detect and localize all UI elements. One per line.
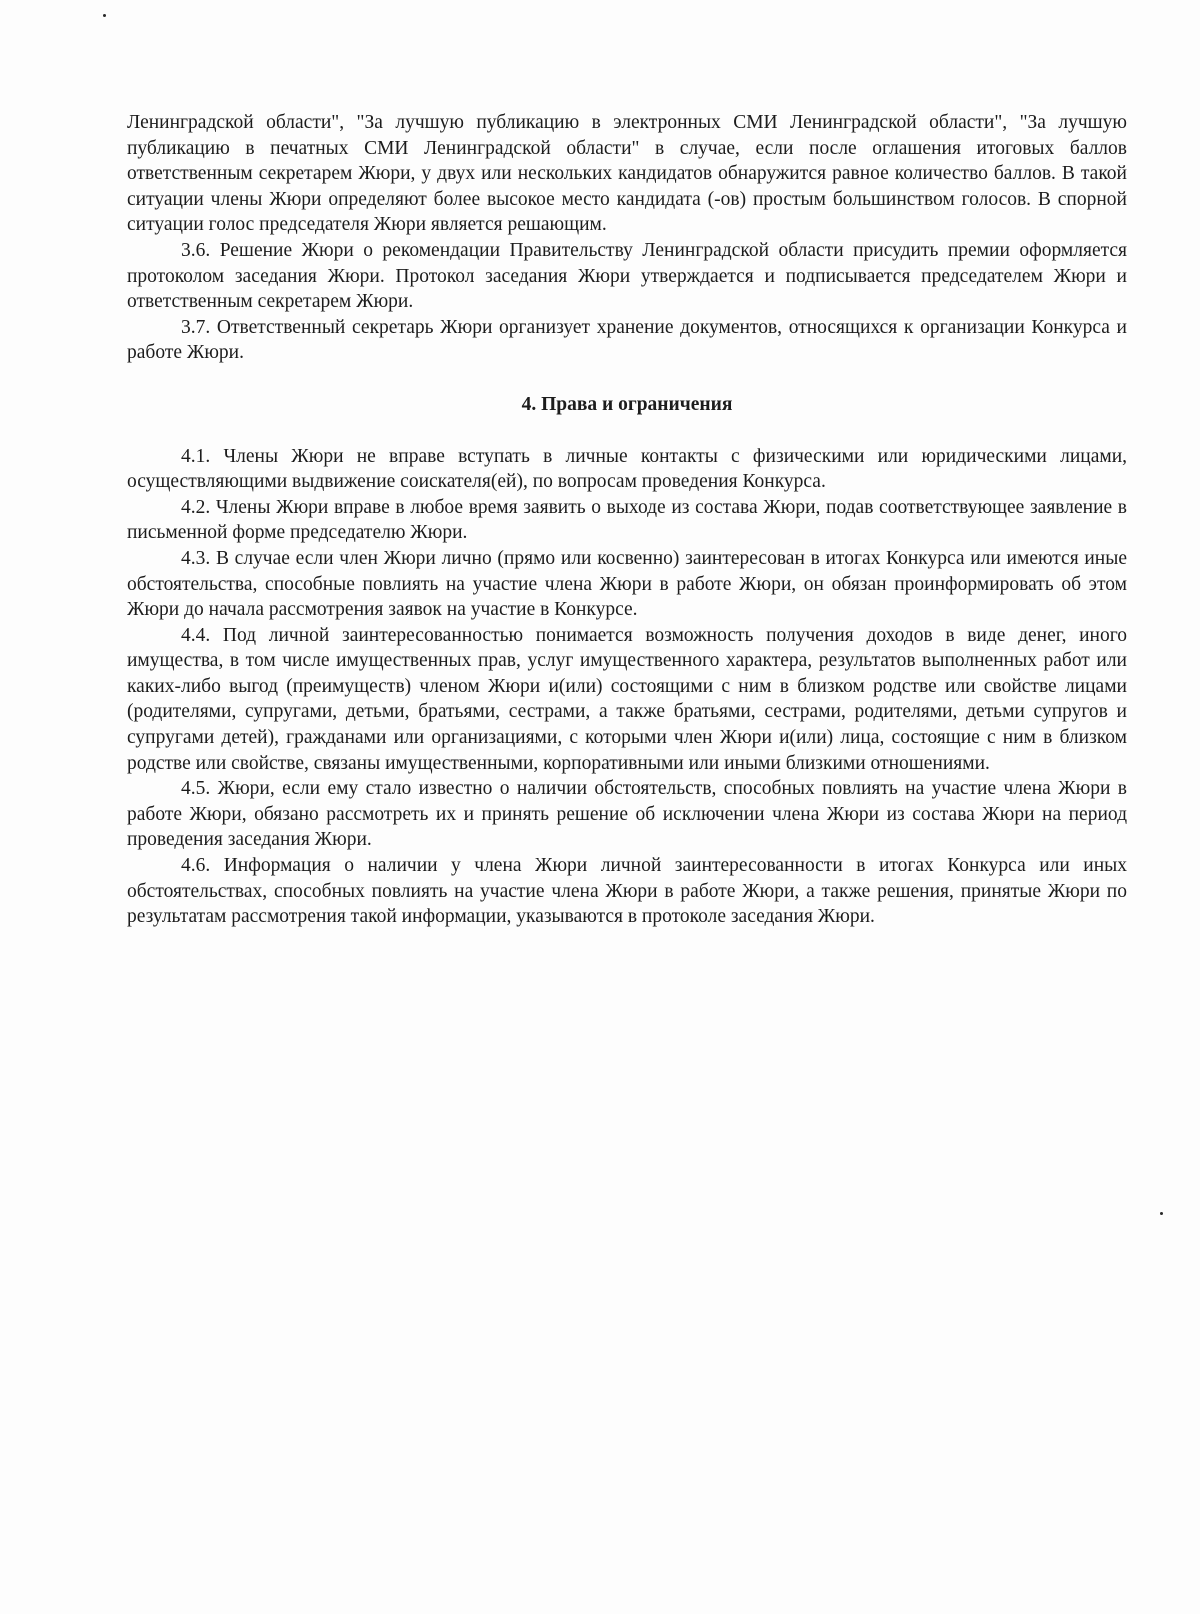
paragraph-continuation: Ленинградской области", "За лучшую публикацию в электронных СМИ Ленинградской области", "За лучшую публикацию в печатных СМИ Ленинградской области" в случае, если после оглашения итоговых баллов ответственным секретарем Жюри, у двух или нескольких кандидатов обнаружится равное количество баллов. В такой ситуации члены Жюри определяют более высокое место кандидата (-ов) простым большинством голосов. В спорной ситуации голос председателя Жюри является решающим. [127,112,1127,236]
document-body [127,110,1127,930]
scan-speck [103,14,106,17]
paragraph-4-4: 4.4. Под личной заинтересованностью понимается возможность получения доходов в виде денег, иного имущества, в том числе имущественных прав, услуг имущественного характера, результатов выполненных работ или каких-либо выгод (преимуществ) членом Жюри и(или) состоящими с ним в близком родстве или свойстве лицами (родителями, супругами, детьми, братьями, сестрами, а также братьями, сестрами, родителями, детьми супругов и супругами детей), гражданами или организациями, с которыми член Жюри и(или) лица, состоящие с ним в близком родстве или свойстве, связаны имущественными, корпоративными или иными близкими отношениями. [127,624,1127,774]
paragraph-4-2: 4.2. Члены Жюри вправе в любое время заявить о выходе из состава Жюри, подав соответствующее заявление в письменной форме председателю Жюри. [127,496,1127,544]
paragraph-4-6: 4.6. Информация о наличии у члена Жюри личной заинтересованности в итогах Конкурса или иных обстоятельствах, способных повлиять на участие члена Жюри в работе Жюри, а также решения, принятые Жюри по результатам рассмотрения такой информации, указываются в протоколе заседания Жюри. [127,855,1127,928]
scan-speck [1160,1212,1163,1215]
paragraph-3-7: 3.7. Ответственный секретарь Жюри организует хранение документов, относящихся к организации Конкурса и работе Жюри. [127,316,1127,364]
paragraph-4-3: 4.3. В случае если член Жюри лично (прямо или косвенно) заинтересован в итогах Конкурса или имеются иные обстоятельства, способные повлиять на участие члена Жюри в работе Жюри, он обязан проинформировать об этом Жюри до начала рассмотрения заявок на участие в Конкурсе. [127,547,1127,621]
section-heading: 4. Права и ограничения [521,393,733,415]
paragraph-4-1: 4.1. Члены Жюри не вправе вступать в личные контакты с физическими или юридическими лицами, осуществляющими выдвижение соискателя(ей), по вопросам проведения Конкурса. [127,445,1127,493]
paragraph-3-6: 3.6. Решение Жюри о рекомендации Правительству Ленинградской области присудить премии оформляется протоколом заседания Жюри. Протокол заседания Жюри утверждается и подписывается председателем Жюри и ответственным секретарем Жюри. [127,239,1127,313]
paragraph-4-5: 4.5. Жюри, если ему стало известно о наличии обстоятельств, способных повлиять на участие члена Жюри в работе Жюри, обязано рассмотреть их и принять решение об исключении члена Жюри из состава Жюри на период проведения заседания Жюри. [127,778,1127,851]
